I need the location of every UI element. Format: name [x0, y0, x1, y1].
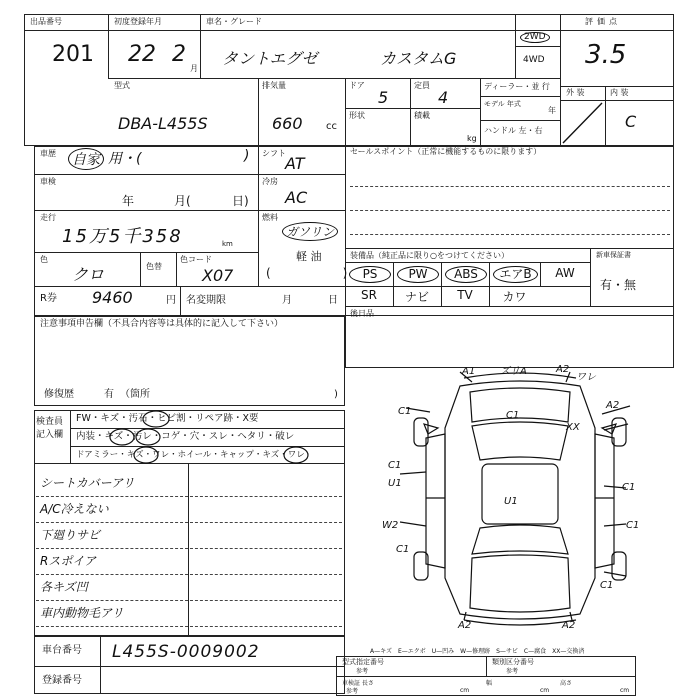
option-8: カワ — [502, 290, 527, 304]
color-code: X07 — [202, 266, 234, 285]
option-0: PS — [349, 266, 391, 283]
drive-2wd: 2WD — [520, 32, 550, 43]
option-2: ABS — [445, 266, 487, 283]
height-label: 高さ — [560, 680, 573, 687]
shift: AT — [285, 154, 305, 173]
new-warranty: 有・無 — [600, 278, 637, 292]
damage-mark: C1 — [626, 520, 640, 531]
remark-line — [36, 522, 342, 523]
fuel-label: 燃料 — [262, 213, 278, 222]
chassis-label: 車台番号 — [42, 645, 82, 656]
size-ref-2: 参考 — [506, 668, 519, 675]
size-ref-1: 参考 — [356, 668, 369, 675]
damage-mark: W2 — [382, 520, 399, 531]
grade: カスタムG — [380, 49, 457, 68]
int-label: 内 装 — [610, 88, 629, 97]
repair-place: （箇所 — [120, 389, 150, 400]
damage-mark: A1 — [462, 366, 476, 377]
inspect-label: 車検 — [40, 177, 56, 186]
remark-line — [36, 600, 342, 601]
score-label: 評価点 — [585, 17, 621, 26]
size-label-2: 類別区分番号 — [492, 658, 534, 666]
month-unit: 月 — [190, 64, 198, 73]
notes-label: 注意事項申告欄（不具合内容等は具体的に記入して下さい） — [40, 319, 284, 329]
remark-line — [36, 548, 342, 549]
width-cm: cm — [540, 687, 550, 694]
dealer-label: ディーラー・並 行 — [484, 82, 550, 91]
doors: 5 — [378, 88, 389, 107]
remark-line — [36, 626, 342, 627]
history-private: 自家 — [68, 148, 104, 170]
chassis-number: L455S-0009002 — [112, 642, 260, 662]
fuel-paren: ( ) — [266, 266, 348, 280]
car-label: 車名・グレード — [206, 17, 262, 26]
damage-mark: ズリA — [500, 366, 527, 377]
reg-no-label: 登録番号 — [42, 675, 82, 686]
mileage-label: 走行 — [40, 213, 56, 222]
lot-label: 出品番号 — [30, 17, 62, 26]
cc: 660 — [272, 114, 303, 133]
name-change-label: 名変期限 — [186, 295, 226, 306]
remark-item: A/C冷えない — [40, 502, 109, 516]
door-label: ドア — [349, 81, 365, 90]
damage-mark: C1 — [622, 482, 636, 493]
damage-mark: C1 — [600, 580, 614, 591]
recycle-amount: 9460 — [92, 288, 133, 307]
remark-line — [36, 496, 342, 497]
damage-mark: A2 — [458, 620, 472, 631]
model: DBA-L455S — [118, 114, 208, 133]
remark-item: 下廻りサビ — [40, 528, 101, 542]
width-label: 幅 — [486, 680, 493, 687]
damage-mark: XX — [566, 422, 580, 433]
option-3: エアB — [493, 266, 538, 283]
int-score: C — [625, 112, 637, 131]
seats-label: 定員 — [414, 81, 430, 90]
damage-mark: A2 — [556, 364, 570, 375]
ext-label: 外 装 — [566, 88, 585, 97]
day-label: 日 — [328, 295, 338, 306]
reg-month: 2 — [172, 42, 186, 67]
yen-unit: 円 — [166, 295, 176, 306]
mileage: 15万5千358 — [62, 226, 183, 247]
length-cm: cm — [460, 687, 470, 694]
repair-close: ) — [334, 389, 338, 400]
option-7: TV — [457, 288, 473, 302]
reg-year: 22 — [128, 42, 156, 67]
height-cm: cm — [620, 687, 630, 694]
drive-4wd: 4WD — [523, 55, 545, 65]
kg-unit: kg — [467, 134, 477, 143]
option-6: ナビ — [404, 290, 429, 304]
remark-item: Rスポイア — [40, 554, 96, 568]
damage-mark: C1 — [506, 410, 520, 421]
car-name: タントエグゼ — [222, 49, 318, 68]
length-label: 車検証 長さ — [342, 680, 374, 687]
ac: AC — [285, 188, 308, 207]
inspector-label: 検査員 記入欄 — [36, 417, 64, 440]
year-unit: 年 — [548, 106, 556, 115]
lot-number: 201 — [52, 42, 94, 67]
cargo-label: 積載 — [414, 111, 430, 120]
history-label: 車歴 — [40, 149, 56, 158]
cc-unit: cc — [326, 121, 337, 132]
seats: 4 — [438, 88, 449, 107]
damage-mark: C1 — [398, 406, 412, 417]
damage-mark: C1 — [396, 544, 410, 555]
ac-label: 冷房 — [262, 177, 278, 186]
inspect-year: 年 — [122, 194, 135, 208]
remark-item: シートカバーアリ — [40, 476, 135, 490]
option-5: SR — [361, 288, 377, 302]
damage-mark: ワレ — [576, 372, 596, 383]
damage-mark: A2 — [606, 400, 620, 411]
damage-legend: A—キズ E—エクボ U—凹み W—修理跡 S—サビ C—腐食 XX—交換済 — [370, 648, 585, 655]
new-warranty-label: 新車保証書 — [596, 251, 631, 259]
options-label: 装備品（純正品に限り○をつけてください） — [350, 251, 509, 260]
size-label-1: 型式指定番号 — [342, 658, 384, 666]
remark-line — [36, 574, 342, 575]
rear-seat-label: 後日品 — [350, 309, 374, 318]
length-ref: 参考 — [346, 688, 359, 695]
damage-mark: U1 — [504, 496, 518, 507]
color-code-label: 色コード — [180, 255, 212, 264]
shape-label: 形状 — [349, 111, 365, 120]
month-label: 月 — [282, 295, 292, 306]
damage-mark: U1 — [388, 478, 402, 489]
option-4: AW — [555, 266, 575, 280]
color-label: 色 — [40, 255, 48, 264]
fuel: ガソリン — [282, 222, 338, 241]
repair-label: 修復歴 — [44, 389, 74, 400]
history-close: ) — [244, 148, 250, 164]
km-unit: km — [222, 240, 233, 248]
remark-item: 各キズ凹 — [40, 580, 88, 594]
fuel-extra: 軽 油 — [296, 250, 322, 263]
color: クロ — [72, 265, 105, 284]
condition-row-1: FW・キズ・汚石・ヒビ割・リペア跡・X要 — [76, 413, 259, 424]
reg-label: 初度登録年月 — [114, 17, 162, 26]
option-1: PW — [397, 266, 439, 283]
color-change-label: 色替 — [146, 262, 162, 271]
recycle-label: R券 — [40, 293, 57, 304]
condition-row-2: 内装・キズ・汚レ・コゲ・穴・スレ・ヘタリ・破レ — [76, 431, 295, 442]
history-use: 用・( — [108, 151, 142, 167]
score: 3.5 — [585, 40, 627, 70]
condition-row-3: ドアミラー・キズ・ワレ・ホイール・キャップ・キズ・ワレ — [76, 450, 305, 460]
model-year-label: モデル 年式 — [484, 100, 521, 108]
sales-label: セールスポイント（正常に機能するものに限ります） — [350, 147, 542, 156]
shift-label: シフト — [262, 149, 286, 158]
inspect-day: 日) — [232, 194, 249, 208]
damage-mark: C1 — [388, 460, 402, 471]
handle-label: ハンドル 左・右 — [484, 126, 543, 135]
model-label: 型式 — [114, 81, 130, 90]
repair-has: 有 — [104, 389, 114, 400]
damage-mark: A2 — [562, 620, 576, 631]
remark-item: 車内動物毛アリ — [40, 606, 124, 620]
cc-label: 排気量 — [262, 81, 286, 90]
inspect-month: 月( — [174, 194, 191, 208]
